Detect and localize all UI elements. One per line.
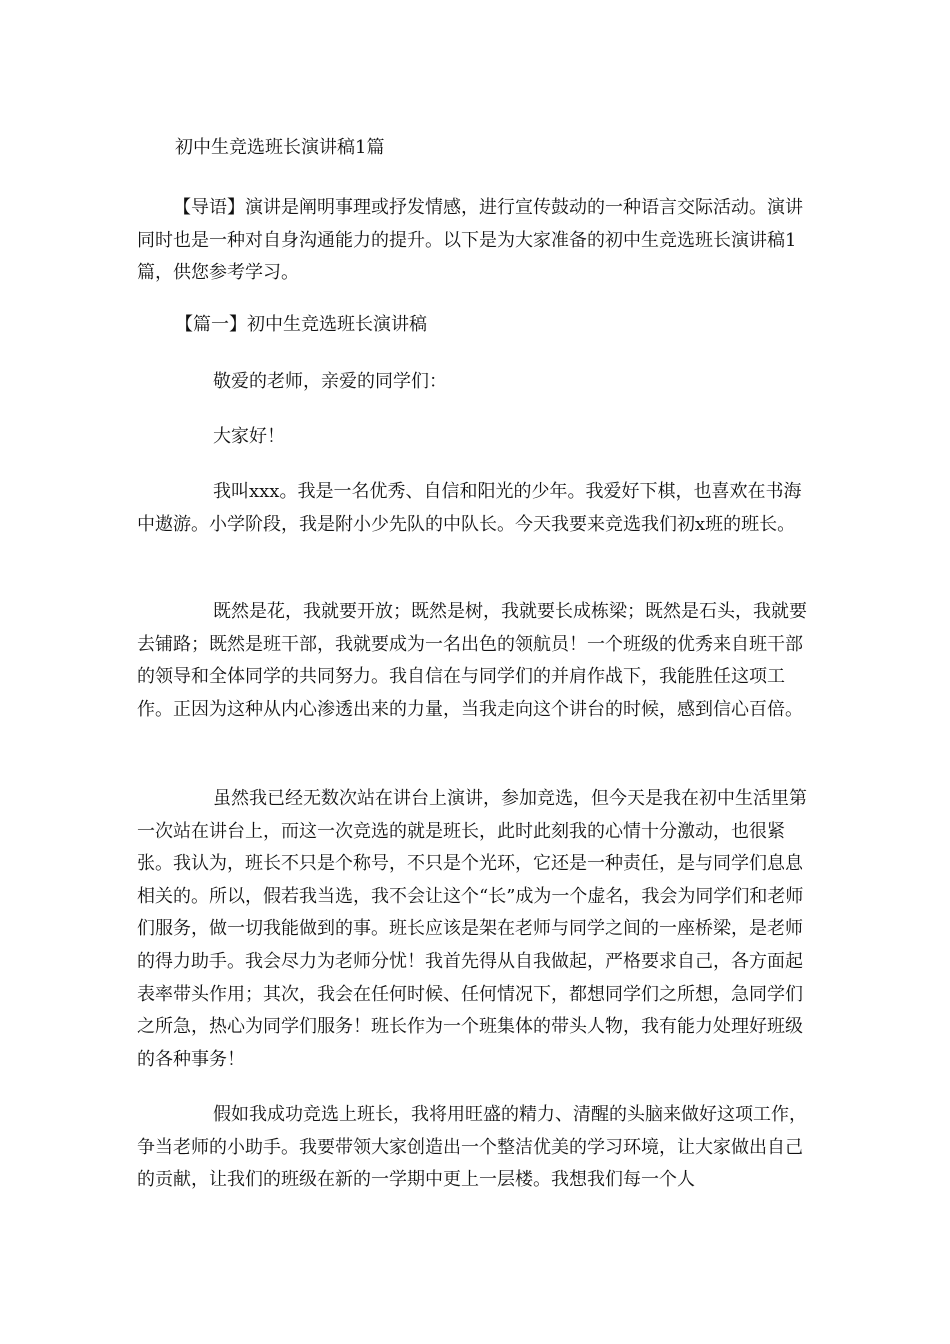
body-paragraph-2: 既然是花，我就要开放；既然是树，我就要长成栋梁；既然是石头，我就要去铺路；既然是班干部，我就要成为一名出色的领航员！一个班级的优秀来自班干部的领导和全体同学的共同努力。我自信在与同学们的并肩作战下，我能胜任这项工作。正因为这种从内心渗透出来的力量，当我走向这个讲台的时候，感到信心百倍。 xyxy=(137,601,807,720)
section-heading: 【篇一】初中生竞选班长演讲稿 xyxy=(175,314,427,335)
document-title: 初中生竞选班长演讲稿1篇 xyxy=(175,137,385,158)
body-paragraph-3: 虽然我已经无数次站在讲台上演讲，参加竞选，但今天是我在初中生活里第一次站在讲台上，而这一次竞选的就是班长，此时此刻我的心情十分激动，也很紧张。我认为，班长不只是个称号，不只是个光环，它还是一种责任，是与同学们息息相关的。所以，假若我当选，我不会让这个“长”成为一个虚名，我会为同学们和老师们服务，做一切我能做到的事。班长应该是架在老师与同学之间的一座桥梁，是老师的得力助手。我会尽力为老师分忧！我首先得从自我做起，严格要求自己，各方面起表率带头作用；其次，我会在任何时候、任何情况下，都想同学们之所想，急同学们之所急，热心为同学们服务！班长作为一个班集体的带头人物，我有能力处理好班级的各种事务！ xyxy=(137,788,807,1070)
intro-paragraph: 【导语】演讲是阐明事理或抒发情感，进行宣传鼓动的一种语言交际活动。演讲同时也是一种对自身沟通能力的提升。以下是为大家准备的初中生竞选班长演讲稿1篇，供您参考学习。 xyxy=(137,197,803,284)
greeting-teachers-students: 敬爱的老师，亲爱的同学们： xyxy=(213,371,447,392)
greeting-hello: 大家好！ xyxy=(213,426,285,447)
body-paragraph-1: 我叫xxx。我是一名优秀、自信和阳光的少年。我爱好下棋，也喜欢在书海中遨游。小学阶段，我是附小少先队的中队长。今天我要来竞选我们初x班的班长。 xyxy=(137,481,802,535)
body-paragraph-4: 假如我成功竞选上班长，我将用旺盛的精力、清醒的头脑来做好这项工作，争当老师的小助手。我要带领大家创造出一个整洁优美的学习环境，让大家做出自己的贡献，让我们的班级在新的一学期中更上一层楼。我想我们每一个人 xyxy=(137,1104,807,1191)
